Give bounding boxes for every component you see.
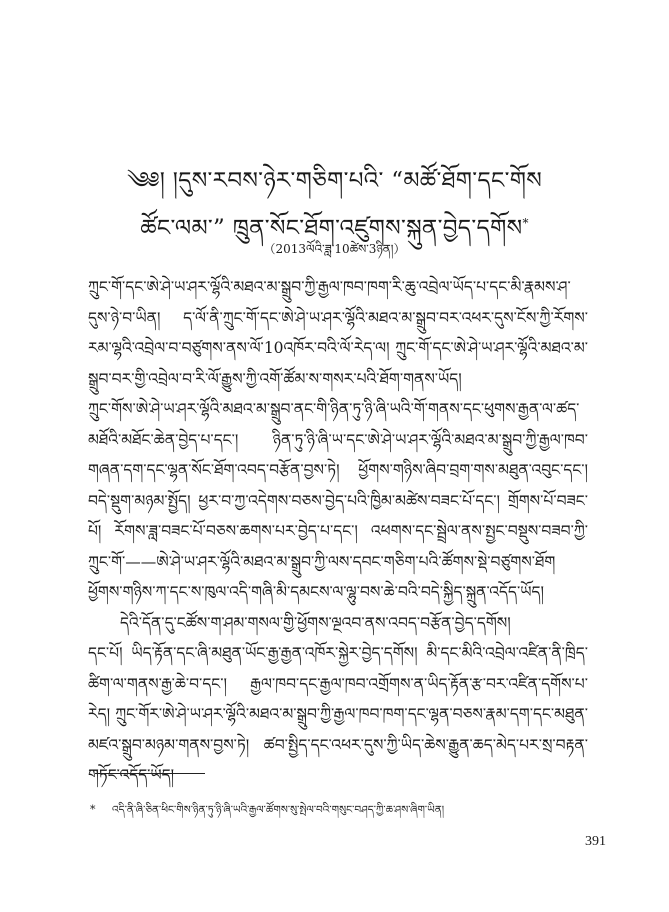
footnote bbox=[90, 802, 582, 818]
paragraph-3: དེའི་དོན་དུ་ངཚོས་ག་ཤམ་གསལ་གྱི་ཕྱོགས་ལྔའབ་ནས་འབད་བརྩོན་བྱེད་དགོས། bbox=[120, 613, 511, 632]
paragraph-2: ཀྲུང་གོས་ཨེ་ཤེ་ཡ་ཤར་ལྷོའི་མཐའ་མ་སྒྲུབ་ནང་གི་ཉིན་ཏུ་ཉི་ཞི་ཡའི་གོ་གནས་དང་ཕུགས་རྒྱན་ལ་ཚད་མཐོའི་མཐོང་ཆེན་བྱེད་པ་དང་། ཉིན་ཏུ་ཉི་ཞི་ཡ་དང་ཨེ་ཤེ་ཡ་ཤར་ལྷོའི་མཐའ་མ་སྒྲུབ་ཀྱི་རྒྱལ་ཁབ་གཞན་དག་དང་ལྷན་སོང་ཐོག་འབད་བརྩོན་བྱས་ཏེ། ཕྱོགས་གཉིས་ཞིབ་བྲག་གས་མཐུན་འབུང་དང་། བདེ་སྡུག་མཉམ་སྤྱོད། ཕྱར་བ་ཀྱ་འདེགས་བཅས་བྱེད་པའི་ཁྱིམ་མཚེས་བཟང་པོ་དང་། གྲོགས་པོ་བཟང་པོ། རོགས་ཟླ་བཟང་པོ་བཅས་ཆགས་པར་བྱེད་པ་དང་། འཕགས་དང་སྦྲེལ་ནས་སྤྱང་བསྡུས་བཟབ་ཀྱི་ཀྲུང་གོ་——ཨེ་ཤེ་ཡ་ཤར་ལྷོའི་མཐའ་མ་སྒྲུབ་ཀྱི་ལས་དབང་གཅིག་པའི་ཚོགས་སྡེ་བཙུགས་ཐོག ཕྱོགས་གཉིས་ཀ་དང་ས་ཁུལ་འདི་གཞི་མི་དམངས་ལ་ལྷུ་བས་ཆེ་བའི་བདེ་སྐྱིད་སྐྲུན་འདོད་ཡོད། bbox=[88, 400, 588, 601]
body-text bbox=[88, 272, 588, 791]
paragraph-1: ཀྲུང་གོ་དང་ཨེ་ཤེ་ཡ་ཤར་ལྷོའི་མཐའ་མ་སྒྲུབ་ཀྱི་རྒྱལ་ཁབ་ཁག་རི་ཆུ་འབྲེལ་ཡོད་པ་དང་མི་རྣམས་ཤ་དུས་ཉེ་བ་ཡིན། ད་ལོ་ནི་ཀྲུང་གོ་དང་ཨེ་ཤེ་ཡ་ཤར་ལྷོའི་མཐའ་མ་སྒྲུབ་བར་འཕར་དུས་ངོས་ཀྱི་རོགས་རམ་ལྷའི་འབྲེལ་བ་བཙུགས་ནས་ལོ་10འཁོར་བའི་ལོ་རེད་ལ། ཀྲུང་གོ་དང་ཨེ་ཤེ་ཡ་ཤར་ལྷོའི་མཐའ་མ་སྒྲུབ་བར་གྱི་འབྲེལ་བ་རི་ལོ་རྒྱུས་ཀྱི་འགོ་ཚོམ་ས་གསར་པའི་ཐོག་གནས་ཡོད། bbox=[88, 278, 588, 388]
footnote-rule bbox=[95, 773, 205, 774]
date-line: （2013ལོའི་ཟླ་10ཚེས་3ཉིན།） bbox=[263, 242, 406, 256]
title-line-2-text: ཚོང་ལམ་” ཁྲུན་སོང་ཐོག་འཛུགས་སྐུན་བྱེད་དགོས bbox=[140, 215, 523, 242]
footnote-text: འདི་ནི་ཞི་ཅིན་ཕིང་གིས་ཉིན་ཏུ་ཉི་ཞི་ཡའི་རྒྱལ་ཚོགས་སུ་སྤེལ་བའི་གསུང་བཤད་ཀྱི་ཆ་ཤས་ཞིག་ཡིན། bbox=[112, 804, 445, 816]
title-line-1: ༄༅། །དུས་རབས་ཉེར་གཅིག་པའི་ “མཚོ་ཐོག་དང་གོས bbox=[126, 168, 543, 194]
article-title bbox=[60, 160, 609, 250]
title-footnote-mark: * bbox=[522, 216, 529, 230]
page-number: 391 bbox=[585, 834, 606, 849]
paragraph-4: དང་པོ། ཡིད་རྟོན་དང་ཞི་མཐུན་ཡོང་རྒྱ་རྒྱན་འཁོར་སྐྱེར་བྱེད་དགོས། མི་དང་མིའི་འབྲེལ་འཛིན་ནི་ཁྲིད་ཚིག་ལ་གནས་རྒྱ་ཆེ་བ་དང་། རྒྱལ་ཁབ་དང་རྒྱལ་ཁབ་འགྲོགས་ན་ཡིད་རྟོན་རྩ་བར་འཛིན་དགོས་པ་རེད། ཀྲུང་གོར་ཨེ་ཤེ་ཡ་ཤར་ལྷོའི་མཐའ་མ་སྒྲུབ་ཀྱི་རྒྱལ་ཁབ་ཁག་དང་ལྷན་བཅས་རྣམ་དག་དང་མཐུན་མཛའ་སྒྲུབ་མཉམ་གནས་བྱས་ཏེ། ཚབ་སྤྱིད་དང་འཕར་དུས་ཀྱི་ཡིད་ཆེས་རྒྱུན་ཆད་མེད་པར་སྲ་བརྟན་གཏོང་འདོད་ཡོད། bbox=[88, 644, 588, 784]
footnote-mark: * bbox=[90, 803, 96, 816]
